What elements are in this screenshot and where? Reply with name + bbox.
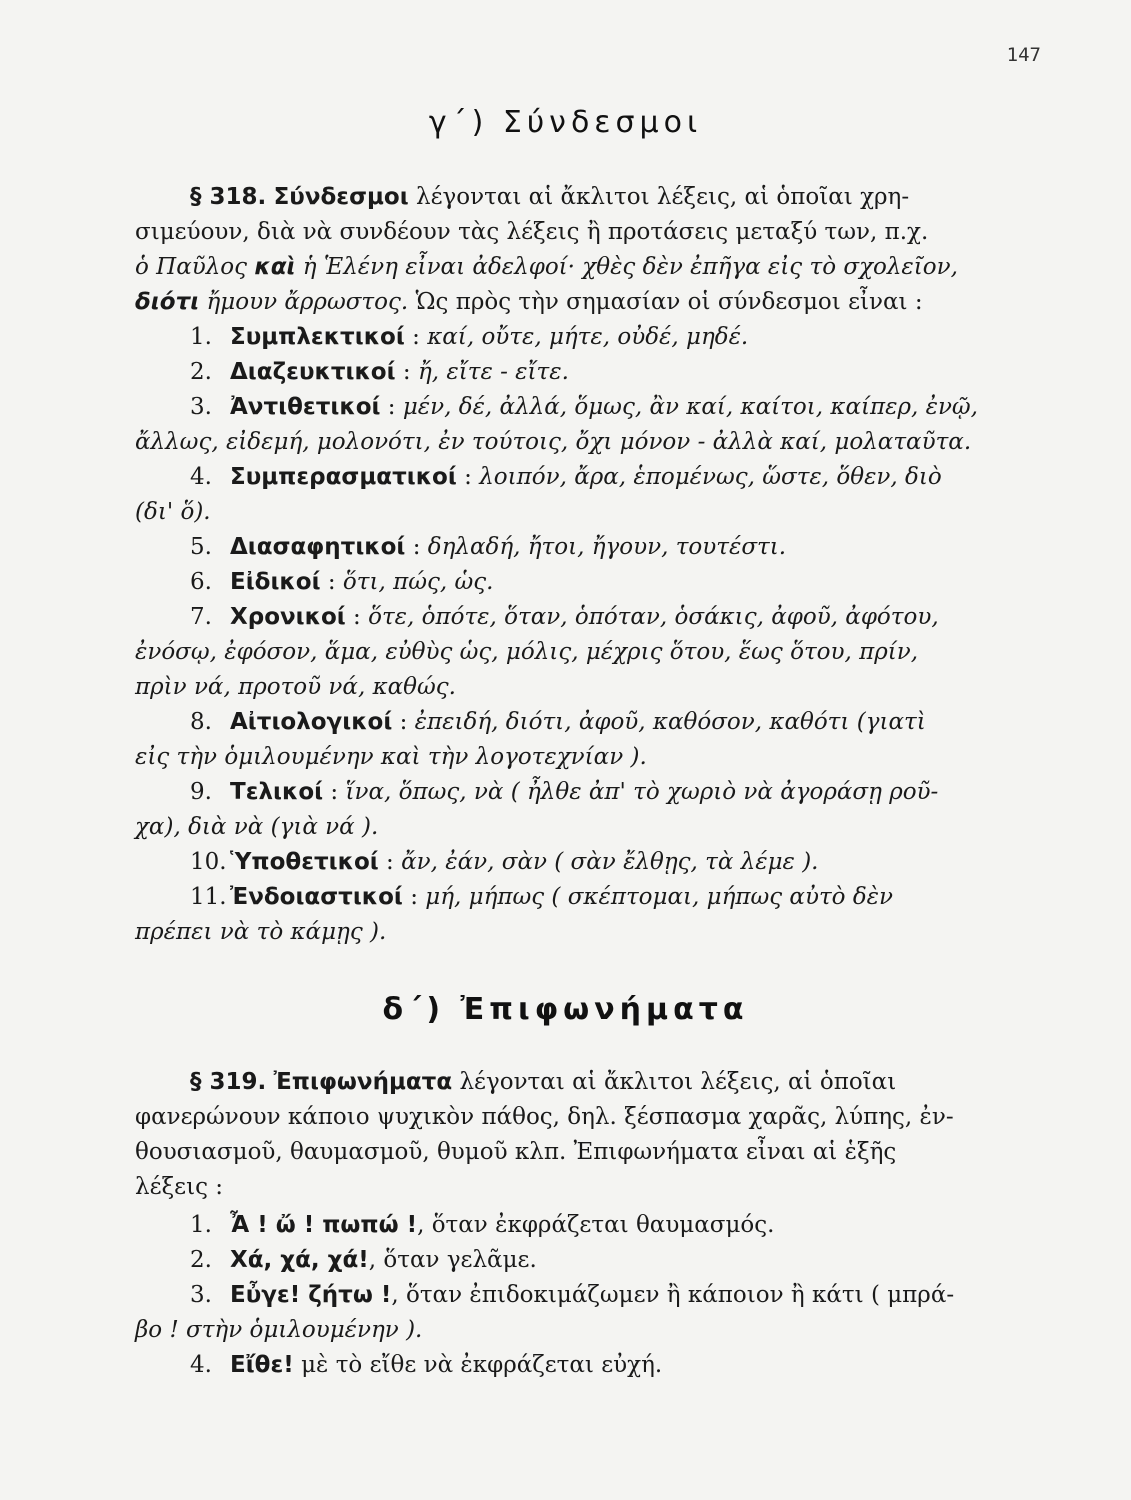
text-line: λέξεις : <box>135 1174 224 1200</box>
item-continuation: χα), διὰ νὰ (γιὰ νά ). <box>135 814 379 840</box>
item-term: Διασαφητικοί <box>230 534 406 560</box>
item-number: 1. <box>190 1212 212 1238</box>
item-number: 8. <box>190 709 212 735</box>
conjunction-list <box>135 320 1005 950</box>
item-words: , ὅταν ἐπιδοκιμάζωμεν ἢ κάποιον ἢ κάτι ( μπρά- <box>391 1282 955 1308</box>
item-term: Συμπλεκτικοί <box>230 324 405 350</box>
list-item <box>135 845 1005 880</box>
term: Ἐπιφωνήματα <box>273 1069 453 1095</box>
item-term: Ἐνδοιαστικοί <box>230 884 403 910</box>
item-words: μέν, δέ, ἀλλά, ὅμως, ἂν καί, καίτοι, καίπερ, ἐνῷ, <box>402 394 978 420</box>
item-words: ἐπειδή, διότι, ἀφοῦ, καθόσον, καθότι (γιατὶ <box>414 709 926 735</box>
separator: : <box>380 394 403 420</box>
item-number: 4. <box>190 1352 212 1378</box>
item-number: 7. <box>190 604 212 630</box>
item-term: Εὖγε! ζήτω ! <box>230 1282 392 1308</box>
item-continuation: ἐνόσῳ, ἐφόσον, ἅμα, εὐθὺς ὡς, μόλις, μέχρις ὅτου, ἕως ὅτου, πρίν, <box>135 639 919 665</box>
item-term: Χρονικοί <box>230 604 346 630</box>
example-text: ἤμουν ἄρρωστος. <box>199 289 409 315</box>
item-continuation: βο ! στὴν ὁμιλουμένην ). <box>135 1317 423 1343</box>
separator: : <box>395 359 418 385</box>
item-number: 3. <box>190 394 212 420</box>
item-term: Ὑποθετικοί <box>230 849 379 875</box>
separator: : <box>378 849 402 875</box>
text-line: φανερώνουν κάποιο ψυχικὸν πάθος, δηλ. ξέσπασμα χαρᾶς, λύπης, ἐν- <box>135 1104 954 1130</box>
list-item <box>135 355 1005 390</box>
section-heading-interjections: δ΄) Ἐπιφωνήματα <box>382 992 749 1027</box>
item-words: , ὅταν ἐκφράζεται θαυμασμός. <box>417 1212 775 1238</box>
list-item <box>135 1278 1005 1313</box>
text-line: σιμεύουν, διὰ νὰ συνδέουν τὰς λέξεις ἢ προτάσεις μεταξύ των, π.χ. <box>135 219 929 245</box>
item-term: Αἰτιολογικοί <box>230 709 393 735</box>
item-term: Ἀντιθετικοί <box>230 394 381 420</box>
separator: : <box>404 324 428 350</box>
text: λέγονται αἱ ἄκλιτοι λέξεις, αἱ ὁποῖαι <box>452 1069 897 1095</box>
item-number: 10. <box>190 849 227 875</box>
example-text: ὁ Παῦλος <box>135 254 255 280</box>
item-number: 1. <box>190 324 212 350</box>
section-heading-conjunctions: γ΄) Σύνδεσμοι <box>428 105 703 140</box>
item-number: 9. <box>190 779 212 805</box>
item-term: Διαζευκτικοί <box>230 359 396 385</box>
item-words: μή, μήπως ( σκέπτομαι, μήπως αὐτὸ δὲν <box>425 884 893 910</box>
list-item <box>135 1208 1005 1243</box>
list-item <box>135 1348 1005 1383</box>
list-item <box>135 880 1005 915</box>
list-item <box>135 390 1005 425</box>
list-item <box>135 530 1005 565</box>
separator: : <box>392 709 415 735</box>
list-item <box>135 565 1005 600</box>
item-number: 2. <box>190 359 212 385</box>
item-term: Τελικοί <box>230 779 324 805</box>
paragraph-number: § 318. <box>190 184 267 210</box>
item-words: ὅτι, πώς, ὡς. <box>342 569 494 595</box>
list-item <box>135 460 1005 495</box>
item-words: μὲ τὸ εἴθε νὰ ἐκφράζεται εὐχή. <box>293 1352 663 1378</box>
item-term: Εἰδικοί <box>230 569 321 595</box>
item-term: Ἆ ! ὤ ! πωπώ ! <box>230 1212 418 1238</box>
separator: : <box>405 534 428 560</box>
list-item <box>135 775 1005 810</box>
interjection-list <box>135 1208 1005 1383</box>
item-continuation: πρὶν νά, προτοῦ νά, καθώς. <box>135 674 456 700</box>
item-words: ἄν, ἐάν, σὰν ( σὰν ἔλθῃς, τὰ λέμε ). <box>401 849 819 875</box>
paragraph-number: § 319. <box>190 1069 267 1095</box>
paragraph-319 <box>135 1065 1005 1205</box>
item-number: 11. <box>190 884 227 910</box>
term: Σύνδεσμοι <box>273 184 409 210</box>
separator: : <box>345 604 369 630</box>
item-words: ἤ, εἴτε - εἴτε. <box>417 359 569 385</box>
item-continuation: ἄλλως, εἰδεμή, μολονότι, ἐν τούτοις, ὄχι μόνον - ἀλλὰ καί, μολαταῦτα. <box>135 429 972 455</box>
list-item <box>135 1243 1005 1278</box>
text: Ὡς πρὸς τὴν σημασίαν οἱ σύνδεσμοι εἶναι : <box>408 289 923 315</box>
item-words: ἵνα, ὅπως, νὰ ( ἦλθε ἀπ' τὸ χωριὸ νὰ ἀγοράσῃ ροῦ- <box>345 779 939 805</box>
list-item <box>135 320 1005 355</box>
item-words: ὅτε, ὁπότε, ὅταν, ὁπόταν, ὁσάκις, ἀφοῦ, ἀφότου, <box>368 604 939 630</box>
page-number: 147 <box>1006 44 1041 66</box>
item-number: 2. <box>190 1247 212 1273</box>
item-number: 5. <box>190 534 212 560</box>
list-item <box>135 705 1005 740</box>
example-text: ἡ Ἑλένη εἶναι ἀδελφοί· χθὲς δὲν ἐπῆγα εἰς τὸ σχολεῖον, <box>295 254 958 280</box>
item-words: λοιπόν, ἄρα, ἑπομένως, ὥστε, ὅθεν, διὸ <box>479 464 942 490</box>
example-keyword: καὶ <box>254 254 296 280</box>
separator: : <box>456 464 480 490</box>
item-continuation: εἰς τὴν ὁμιλουμένην καὶ τὴν λογοτεχνίαν ). <box>135 744 647 770</box>
item-continuation: (δι' ὅ). <box>135 499 211 525</box>
list-item <box>135 600 1005 635</box>
text: λέγονται αἱ ἄκλιτοι λέξεις, αἱ ὁποῖαι χρη- <box>408 184 910 210</box>
item-words: δηλαδή, ἤτοι, ἤγουν, τουτέστι. <box>427 534 787 560</box>
item-number: 6. <box>190 569 212 595</box>
item-number: 4. <box>190 464 212 490</box>
separator: : <box>323 779 346 805</box>
paragraph-318 <box>135 180 1005 320</box>
separator: : <box>320 569 343 595</box>
item-term: Χά, χά, χά! <box>230 1247 369 1273</box>
item-continuation: πρέπει νὰ τὸ κάμῃς ). <box>135 919 387 945</box>
text-line: θουσιασμοῦ, θαυμασμοῦ, θυμοῦ κλπ. Ἐπιφωνήματα εἶναι αἱ ἑξῆς <box>135 1139 897 1165</box>
example-keyword: διότι <box>135 289 200 315</box>
item-words: , ὅταν γελᾶμε. <box>368 1247 537 1273</box>
item-words: καί, οὔτε, μήτε, οὐδέ, μηδέ. <box>427 324 749 350</box>
item-term: Συμπερασματικοί <box>230 464 457 490</box>
item-term: Εἴθε! <box>230 1352 294 1378</box>
item-number: 3. <box>190 1282 212 1308</box>
separator: : <box>402 884 426 910</box>
